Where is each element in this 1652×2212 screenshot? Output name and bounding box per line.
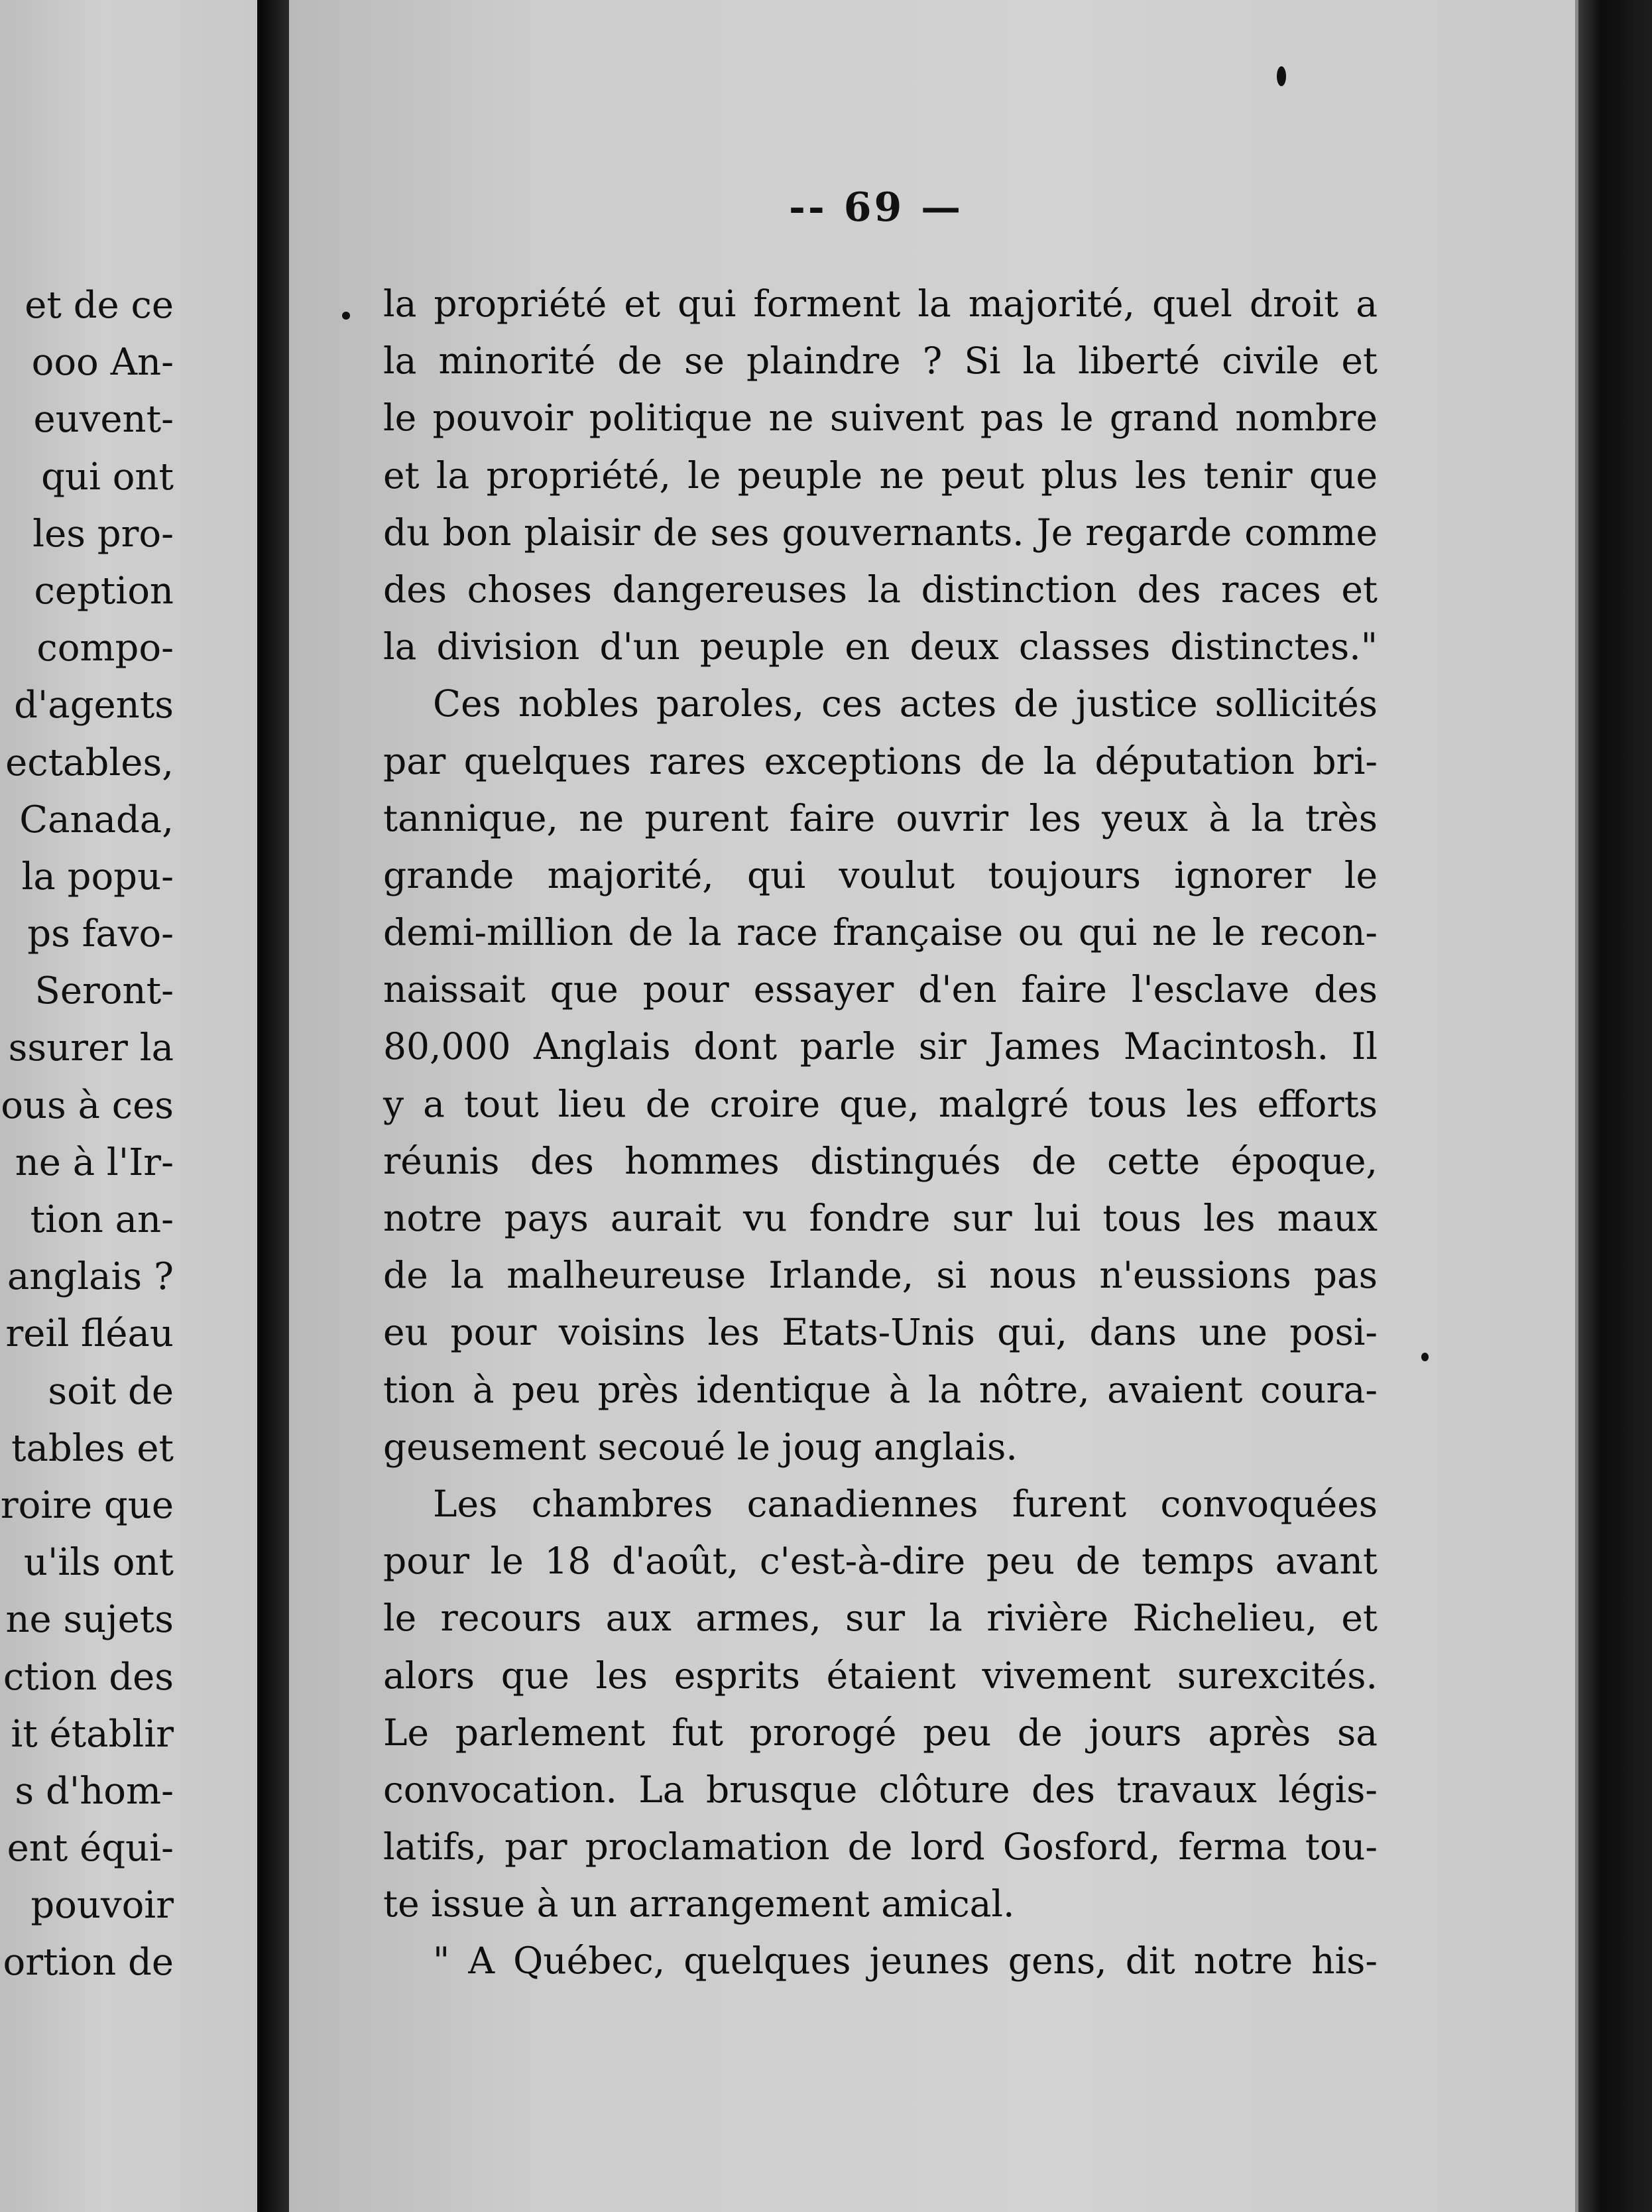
text-line: pour le 18 d'août, c'est-à-dire peu de temps avant [383,1540,1378,1583]
text-line: " A Québec, quelques jeunes gens, dit notre his- [433,1939,1378,1983]
text-line: par quelques rares exceptions de la députation bri- [383,739,1378,782]
text-line: de la malheureuse Irlande, si nous n'eussions pas [383,1254,1378,1297]
text-line: des choses dangereuses la distinction des races et [383,568,1378,611]
left-page-line: it établir [11,1712,174,1756]
left-page-line: pouvoir [30,1884,174,1928]
text-line: réunis des hommes distingués de cette époque, [383,1139,1378,1182]
left-page-line: s d'hom- [15,1769,174,1813]
left-page-line: Canada, [19,798,174,841]
left-page-text [0,277,174,1992]
page-number: -- 69 — [789,184,964,231]
text-line: la division d'un peuple en deux classes distinctes." [383,625,1378,668]
left-page-line: ps favo- [27,912,174,956]
text-line: la minorité de se plaindre ? Si la liberté civile et [383,339,1378,383]
text-line: du bon plaisir de ses gouvernants. Je regarde comme [383,511,1378,554]
scan-border [1578,0,1652,2212]
book-gutter [257,0,289,2212]
text-line: eu pour voisins les Etats-Unis qui, dans une posi- [383,1311,1378,1354]
left-page-line: ception [34,569,174,613]
left-page-line: ectables, [5,741,174,784]
left-page-line: tables et [11,1426,174,1470]
text-line: Les chambres canadiennes furent convoquées [433,1482,1378,1525]
left-page-line: roire que [0,1483,174,1527]
left-page-line: ne à l'Ir- [15,1140,174,1184]
text-line: y a tout lieu de croire que, malgré tous les efforts [383,1082,1378,1125]
left-page-line: reil fléau [5,1312,174,1356]
ink-speck [1421,1353,1429,1361]
left-page-line: euvent- [33,398,174,442]
left-page-line: les pro- [32,512,174,556]
ink-speck [1277,66,1286,86]
left-page-line: Seront- [34,969,174,1013]
text-line: 80,000 Anglais dont parle sir James Macintosh. Il [383,1025,1378,1068]
left-page-line: ous à ces [1,1083,174,1127]
ink-speck [342,312,350,320]
left-page-line: tion an- [30,1198,174,1241]
text-line: tion à peu près identique à la nôtre, avaient coura- [383,1368,1378,1411]
text-line: le pouvoir politique ne suivent pas le grand nombre [383,397,1378,440]
left-page-line: ent équi- [7,1827,174,1871]
text-line: demi-million de la race française ou qui ne le recon- [383,911,1378,954]
text-line: et la propriété, le peuple ne peut plus les tenir que [383,454,1378,497]
left-page-line: compo- [36,627,174,670]
text-line: latifs, par proclamation de lord Gosford, ferma tou- [383,1825,1378,1869]
left-page-line: ne sujets [5,1598,174,1642]
text-line: tannique, ne purent faire ouvrir les yeux à la très [383,796,1378,839]
text-line: alors que les esprits étaient vivement surexcités. [383,1654,1378,1697]
text-line: Le parlement fut prorogé peu de jours après sa [383,1711,1378,1754]
left-page-line: et de ce [25,284,174,327]
text-line: naissait que pour essayer d'en faire l'esclave des [383,968,1378,1011]
page-body-text [383,275,1378,1990]
text-line: te issue à un arrangement amical. [383,1882,1015,1926]
text-line: le recours aux armes, sur la rivière Richelieu, et [383,1597,1378,1640]
left-page-line: qui ont [41,455,174,499]
left-page-line: ooo An- [31,341,174,385]
left-page-line: ction des [3,1655,174,1699]
left-page-line: d'agents [14,684,174,727]
left-facing-page [0,0,259,2212]
text-line: convocation. La brusque clôture des travaux légis- [383,1768,1378,1811]
text-line: la propriété et qui forment la majorité, quel droit a [383,282,1378,325]
left-page-line: ortion de [3,1941,174,1985]
text-line: Ces nobles paroles, ces actes de justice sollicités [433,682,1378,725]
text-line: grande majorité, qui voulut toujours ignorer le [383,853,1378,896]
left-page-line: la popu- [21,855,174,898]
left-page-line: u'ils ont [23,1541,174,1585]
text-line: notre pays aurait vu fondre sur lui tous les maux [383,1197,1378,1239]
text-line: geusement secoué le joug anglais. [383,1425,1018,1468]
left-page-line: soit de [48,1369,174,1413]
left-page-line: ssurer la [8,1026,174,1070]
left-page-line: anglais ? [7,1255,174,1299]
